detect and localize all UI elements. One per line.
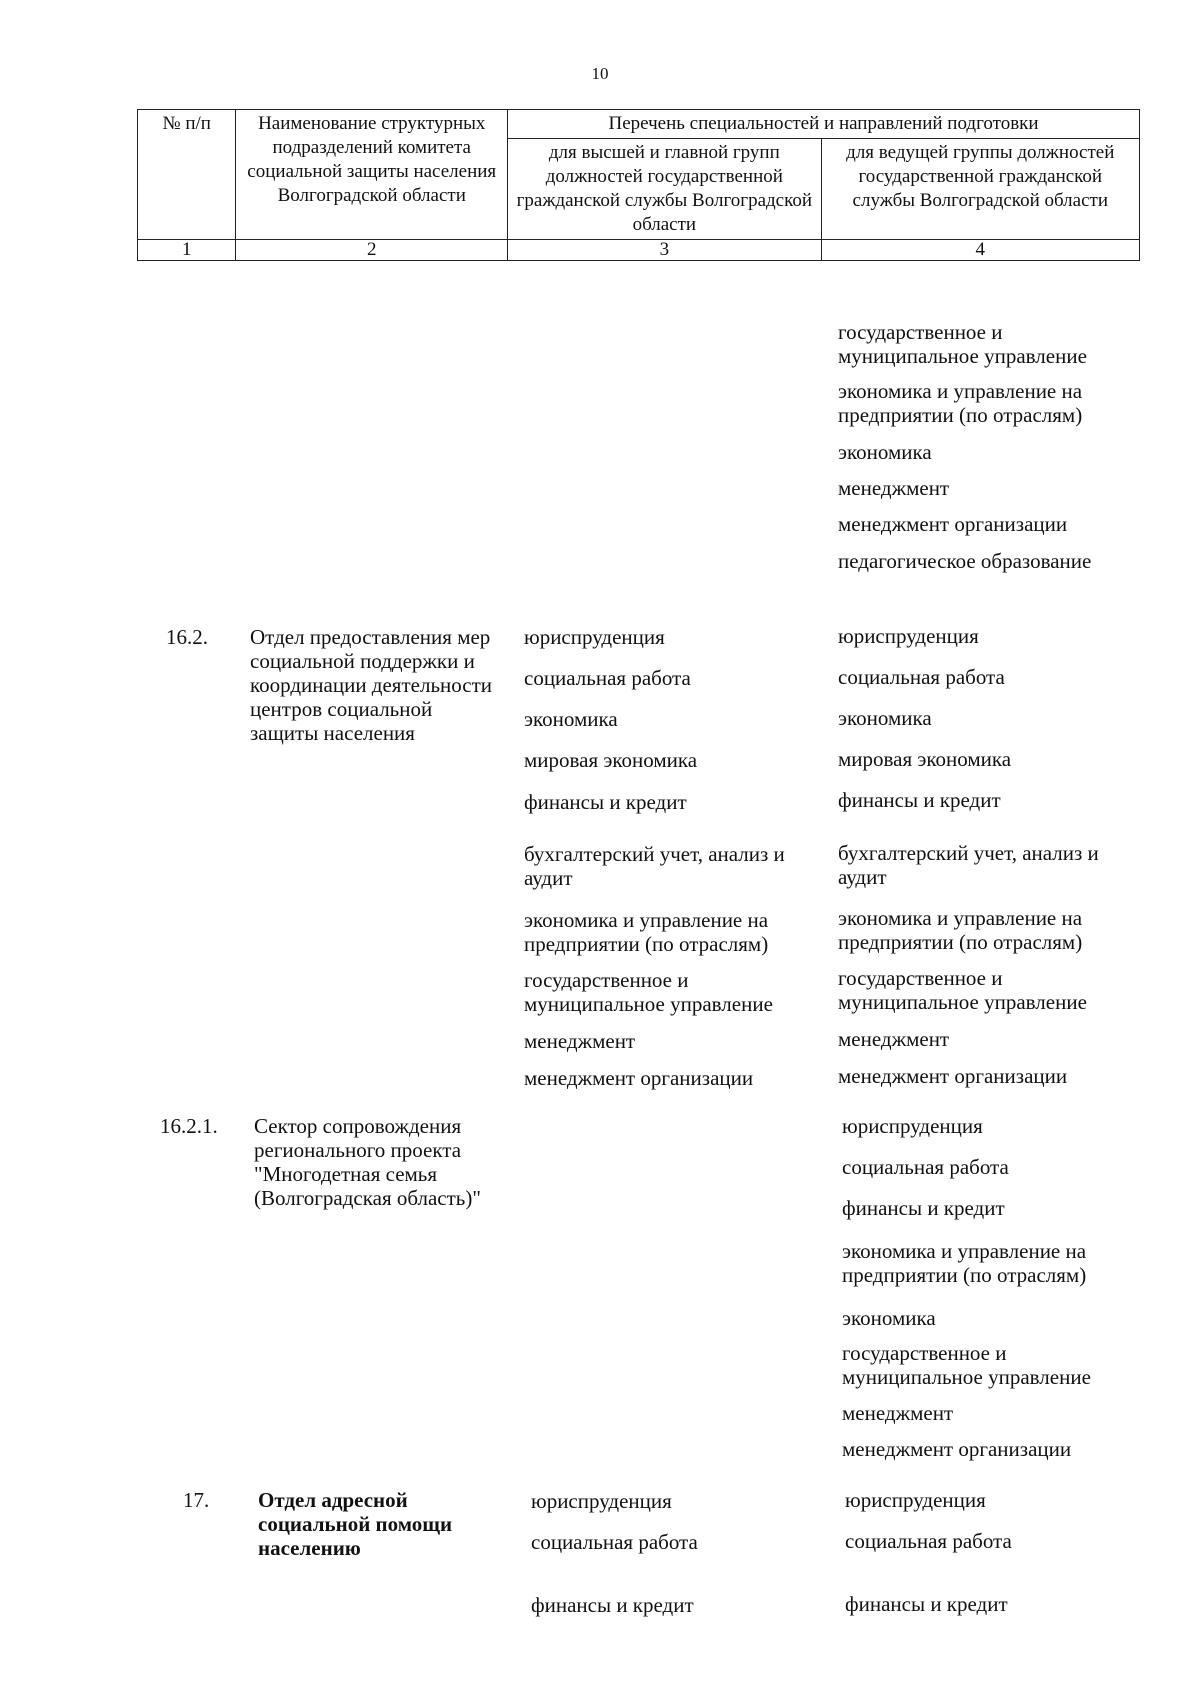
cont-lead-item: экономика [838, 440, 932, 464]
header-col-list: Перечень специальностей и направлений подготовки [508, 110, 1140, 139]
lead-item: менеджмент организации [842, 1437, 1072, 1461]
lead-item: государственное и муниципальное управление [838, 966, 1087, 1014]
lead-item: экономика и управление на предприятии (по отраслям) [842, 1239, 1087, 1287]
lead-item: экономика [838, 706, 932, 730]
high-item: финансы и кредит [531, 1593, 694, 1617]
lead-item: юриспруденция [845, 1488, 986, 1512]
page-number: 10 [591, 64, 609, 83]
header-col-name: Наименование структурных подразделений комитета социальной защиты населения Волгоградской области [236, 110, 508, 240]
high-item: мировая экономика [524, 748, 698, 772]
high-item: финансы и кредит [524, 790, 687, 814]
cont-lead-item: менеджмент [838, 476, 950, 500]
row-number: 17. [183, 1488, 210, 1512]
high-item: бухгалтерский учет, анализ и аудит [524, 842, 785, 890]
lead-item: юриспруденция [842, 1114, 983, 1138]
header-col-no: № п/п [138, 110, 236, 240]
lead-item: экономика и управление на предприятии (по отраслям) [838, 906, 1083, 954]
lead-item: социальная работа [838, 665, 1005, 689]
lead-item: социальная работа [842, 1155, 1009, 1179]
cont-lead-item: менеджмент организации [838, 512, 1068, 536]
unit-name: Отдел предоставления мер социальной поддержки и координации деятельности центров социальной защиты населения [250, 625, 493, 745]
high-item: экономика [524, 707, 618, 731]
cont-lead-item: педагогическое образование [838, 549, 1092, 573]
header-idx-4: 4 [821, 240, 1139, 261]
lead-item: финансы и кредит [838, 788, 1001, 812]
lead-item: бухгалтерский учет, анализ и аудит [838, 841, 1099, 889]
unit-name: Отдел адресной социальной помощи населению [258, 1488, 453, 1560]
high-item: государственное и муниципальное управление [524, 968, 773, 1016]
lead-item: юриспруденция [838, 624, 979, 648]
header-idx-3: 3 [508, 240, 821, 261]
table-header [137, 109, 1140, 261]
high-item: социальная работа [531, 1530, 698, 1554]
lead-item: государственное и муниципальное управление [842, 1341, 1091, 1389]
high-item: экономика и управление на предприятии (по отраслям) [524, 908, 769, 956]
header-col-lead: для ведущей группы должностей государственной гражданской службы Волгоградской области [821, 139, 1139, 240]
lead-item: менеджмент организации [838, 1064, 1068, 1088]
lead-item: финансы и кредит [845, 1592, 1008, 1616]
lead-item: экономика [842, 1306, 936, 1330]
cont-lead-item: государственное и муниципальное управление [838, 320, 1087, 368]
high-item: социальная работа [524, 666, 691, 690]
lead-item: финансы и кредит [842, 1196, 1005, 1220]
high-item: менеджмент [524, 1029, 636, 1053]
header-idx-1: 1 [138, 240, 236, 261]
high-item: юриспруденция [531, 1489, 672, 1513]
high-item: юриспруденция [524, 625, 665, 649]
lead-item: социальная работа [845, 1529, 1012, 1553]
lead-item: менеджмент [842, 1401, 954, 1425]
header-col-high: для высшей и главной групп должностей государственной гражданской службы Волгоградской области [508, 139, 821, 240]
lead-item: менеджмент [838, 1027, 950, 1051]
row-number: 16.2. [166, 625, 208, 649]
high-item: менеджмент организации [524, 1066, 754, 1090]
unit-name: Сектор сопровождения регионального проекта "Многодетная семья (Волгоградская область)" [254, 1114, 481, 1210]
cont-lead-item: экономика и управление на предприятии (по отраслям) [838, 379, 1083, 427]
header-idx-2: 2 [236, 240, 508, 261]
lead-item: мировая экономика [838, 747, 1012, 771]
row-number: 16.2.1. [160, 1114, 218, 1138]
